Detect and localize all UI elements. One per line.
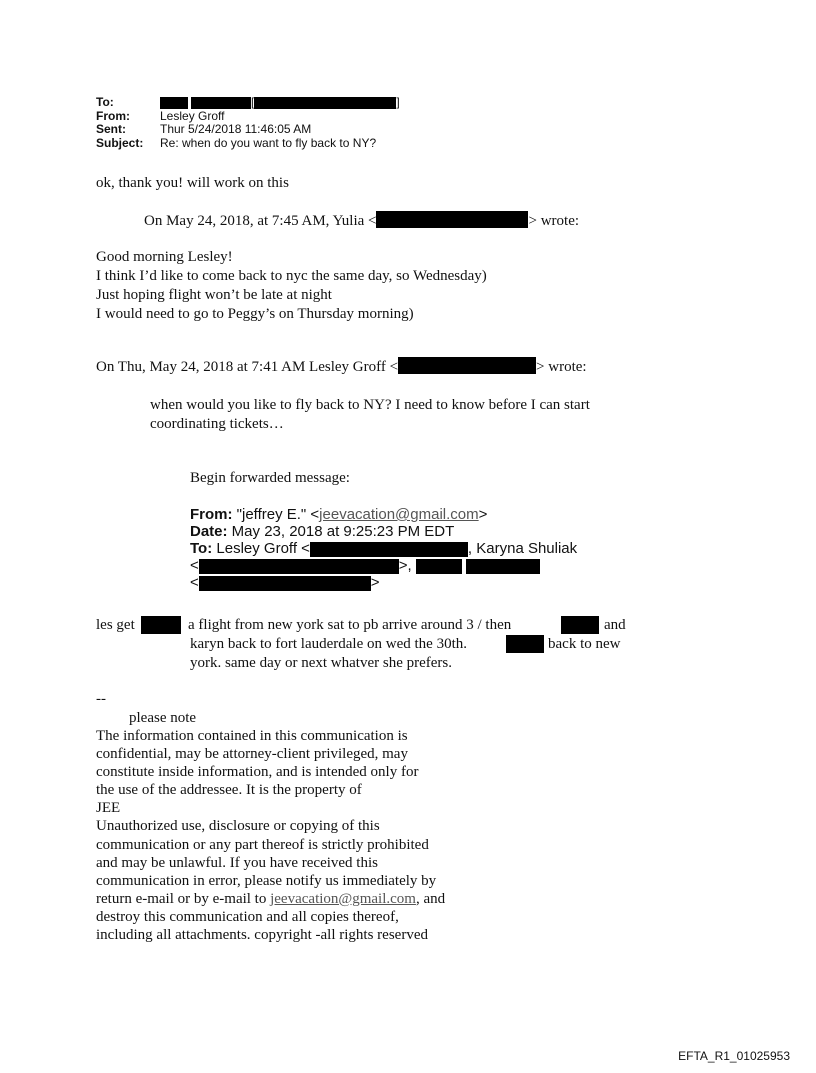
disclaimer-line: Unauthorized use, disclosure or copying of this xyxy=(96,818,380,835)
redaction-block xyxy=(199,559,399,574)
redaction-block xyxy=(416,559,462,574)
message-line: I would need to go to Peggy’s on Thursday morning) xyxy=(96,306,414,322)
intro-text: > wrote: xyxy=(528,213,580,229)
message-line: when would you like to fly back to NY? I need to know before I can start xyxy=(150,397,590,413)
to-label: To: xyxy=(190,540,213,557)
redaction-block xyxy=(561,616,599,634)
yulia-message xyxy=(96,248,487,324)
disclaimer-line: The information contained in this communication is xyxy=(96,728,408,744)
to-value xyxy=(160,96,400,110)
redaction-block xyxy=(398,357,536,374)
lesley-message xyxy=(150,396,590,434)
forwarded-header xyxy=(190,506,577,591)
sent-label: Sent: xyxy=(96,122,126,136)
message-text: les get xyxy=(96,617,135,633)
disclaimer-line: communication or any part thereof is strictly prohibited xyxy=(96,836,429,853)
disclaimer-line: destroy this communication and all copies thereof, xyxy=(96,908,399,925)
forwarded-to-row-3 xyxy=(190,574,577,591)
document-id: EFTA_R1_01025953 xyxy=(678,1049,790,1063)
message-line: coordinating tickets… xyxy=(150,416,284,432)
to-label: To: xyxy=(96,95,114,109)
forwarded-from-row xyxy=(190,506,577,523)
email-header xyxy=(96,96,400,150)
to-karyna: , Karyna Shuliak xyxy=(467,540,578,557)
disclaimer-line: including all attachments. copyright -all rights reserved xyxy=(96,927,428,944)
message-line-1 xyxy=(96,616,135,635)
to-name: Lesley Groff < xyxy=(212,540,310,557)
redaction-block xyxy=(199,576,371,591)
redaction-block xyxy=(466,559,540,574)
intro-text: On Thu, May 24, 2018 at 7:41 AM Lesley Groff < xyxy=(96,359,399,375)
message-line-3: york. same day or next whatver she prefers. xyxy=(190,655,452,671)
bracket: [ xyxy=(251,95,255,109)
from-value: Lesley Groff xyxy=(160,108,225,123)
message-line-1c: and xyxy=(604,617,626,633)
message-line-2a: karyn back to fort lauderdale on wed the 30th. xyxy=(190,636,467,652)
bracket: >, xyxy=(398,557,412,574)
intro-text: > wrote: xyxy=(536,359,587,375)
message-line-1b: a flight from new york sat to pb arrive around 3 / then xyxy=(188,617,512,633)
from-label: From: xyxy=(190,506,233,523)
signature-dashes: -- xyxy=(96,691,106,707)
subject-label: Subject: xyxy=(96,135,144,150)
disclaimer-line: communication in error, please notify us immediately by xyxy=(96,872,437,889)
yulia-quote-intro xyxy=(144,211,579,231)
sent-value: Thur 5/24/2018 11:46:05 AM xyxy=(160,122,312,136)
message-line: I think I’d like to come back to nyc the same day, so Wednesday) xyxy=(96,268,487,284)
disclaimer-line: and may be unlawful. If you have received this xyxy=(96,854,378,871)
header-from-row xyxy=(96,110,400,124)
from-email-link[interactable]: jeevacation@gmail.com xyxy=(319,506,479,523)
subject-value: Re: when do you want to fly back to NY? xyxy=(160,135,377,150)
redaction-block xyxy=(191,97,251,109)
header-subject-row xyxy=(96,137,400,151)
redaction-block xyxy=(376,211,528,228)
from-name: "jeffrey E." < xyxy=(232,506,320,523)
reply-text: ok, thank you! will work on this xyxy=(96,175,289,191)
disclaimer-line: confidential, may be attorney-client privileged, may xyxy=(96,746,408,763)
date-value: May 23, 2018 at 9:25:23 PM EDT xyxy=(227,523,455,540)
header-to-row xyxy=(96,96,400,110)
redaction-block xyxy=(254,97,396,109)
message-line-2b: back to new xyxy=(548,636,621,652)
disclaimer-text: , and xyxy=(415,890,446,907)
disclaimer-email-link[interactable]: jeevacation@gmail.com xyxy=(270,890,416,907)
disclaimer-text: return e-mail or by e-mail to xyxy=(96,890,271,907)
disclaimer-line: the use of the addressee. It is the property of xyxy=(96,782,362,799)
bracket: > xyxy=(478,506,488,523)
message-line: Just hoping flight won’t be late at night xyxy=(96,287,332,303)
bracket: ] xyxy=(396,95,400,109)
signature-please-note: please note xyxy=(129,710,197,726)
forwarded-date-row xyxy=(190,523,577,540)
bracket: < xyxy=(190,574,199,591)
redaction-block xyxy=(310,542,468,557)
intro-text: On May 24, 2018, at 7:45 AM, Yulia < xyxy=(144,213,377,229)
message-line: Good morning Lesley! xyxy=(96,249,233,265)
bracket: > xyxy=(370,574,380,591)
disclaimer-email-line xyxy=(96,890,445,908)
disclaimer-line: constitute inside information, and is intended only for xyxy=(96,764,419,781)
forwarded-begin: Begin forwarded message: xyxy=(190,470,350,486)
redaction-block xyxy=(141,616,181,634)
lesley-quote-intro xyxy=(96,357,587,377)
disclaimer-line: JEE xyxy=(96,800,121,817)
redaction-block xyxy=(506,635,544,653)
forwarded-to-row-2 xyxy=(190,557,577,574)
redaction-block xyxy=(160,97,188,109)
header-sent-row xyxy=(96,123,400,137)
forwarded-to-row xyxy=(190,540,577,557)
disclaimer xyxy=(96,727,445,944)
from-label: From: xyxy=(96,108,130,123)
date-label: Date: xyxy=(190,523,228,540)
bracket: < xyxy=(190,557,199,574)
